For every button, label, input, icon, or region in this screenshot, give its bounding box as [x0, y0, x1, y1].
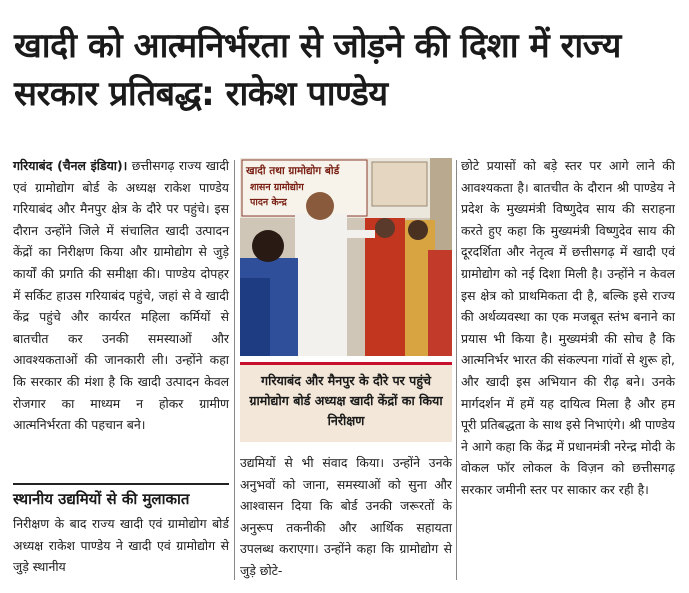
column-divider [234, 160, 235, 580]
column-3-text: छोटे प्रयासों को बड़े स्तर पर आगे लाने की आवश्यकता है। बातचीत के दौरान श्री पाण्डेय ने प्रदेश के मुख्यमंत्री विष्णुदेव साय की सराहना करते हुए कहा कि मुख्यमंत्री विष्णुदेव साय की दूरदर्शिता और नेतृत्व में छत्तीसगढ़ में खादी एवं ग्रामोद्योग को नई दिशा मिली है। उन्होंने न केवल इस क्षेत्र को प्राथमिकता दी है, बल्कि इसे राज्य की अर्थव्यवस्था का एक मजबूत स्तंभ बनाने का प्रयास भी किया है। मुख्यमंत्री की सोच है कि आत्मनिर्भर भारत की संकल्पना गांवों से शुरू हो, और खादी इस अभियान की रीढ़ बने। उनके मार्गदर्शन में हमें यह दायित्व मिला है और हम पूरी प्रतिबद्धता के साथ इसे निभाएंगे। श्री पाण्डेय ने आगे कहा कि केंद्र में प्रधानमंत्री नरेन्द्र मोदी के वोकल फॉर लोकल के विज़न को छत्तीसगढ़ सरकार जमीनी स्तर पर साकार कर रही है। [461, 158, 675, 497]
article-column-2 [240, 452, 452, 582]
column-1b-text: निरीक्षण के बाद राज्य खादी एवं ग्रामोद्योग बोर्ड अध्यक्ष राकेश पाण्डेय ने खादी एवं ग्रामोद्योग से जुड़े स्थानीय [13, 516, 229, 575]
column-1-text: छत्तीसगढ़ राज्य खादी एवं ग्रामोद्योग बोर्ड के अध्यक्ष राकेश पाण्डेय गरियाबंद और मैनपुर क्षेत्र के दौरे पर पहुंचे। इस दौरान उन्होंने जिले में संचालित खादी उत्पादन केंद्रों का निरीक्षण किया और ग्रामोद्योग से जुड़े कार्यों की प्रगति की समीक्षा की। पाण्डेय दोपहर में सर्किट हाउस गरियाबंद पहुंचे, जहां से वे खादी केंद्र पहुंचे और कार्यरत महिला कर्मियों से बातचीत कर उनकी समस्याओं और आवश्यकताओं की जानकारी ली। उन्होंने कहा कि सरकार की मंशा है कि खादी उत्पादन केवल रोजगार का माध्यम न होकर ग्रामीण आत्मनिर्भरता की पहचान बने। [13, 158, 229, 433]
article-column-1 [13, 155, 229, 436]
news-photo [240, 158, 452, 356]
column-divider [456, 160, 457, 580]
article-column-1-continued [13, 513, 229, 578]
headline: खादी को आत्मनिर्भरता से जोड़ने की दिशा में राज्य सरकार प्रतिबद्ध: राकेश पाण्डेय [14, 26, 621, 114]
photo-banner-subtitle-2: पादन केन्द्र [250, 197, 287, 208]
subheading: स्थानीय उद्यमियों से की मुलाकात [13, 483, 229, 511]
photo-banner-subtitle: शासन ग्रामोद्योग [250, 182, 304, 193]
photo-banner-title: खादी तथा ग्रामोद्योग बोर्ड [246, 165, 340, 177]
dateline: गरियाबंद (चैनल इंडिया)। [13, 158, 128, 173]
photo-illustration [240, 158, 452, 356]
column-2-text: उद्यमियों से भी संवाद किया। उन्होंने उनके अनुभवों को जाना, समस्याओं को सुना और आश्वासन दिया कि बोर्ड उनकी जरूरतों के अनुरूप तकनीकी और आर्थिक सहायता उपलब्ध कराएगा। उन्होंने कहा कि ग्रामोद्योग से जुड़े छोटे- [240, 455, 452, 578]
photo-caption: गरियाबंद और मैनपुर के दौरे पर पहुंचे ग्रामोद्योग बोर्ड अध्यक्ष खादी केंद्रों का किया निरीक्षण [240, 362, 452, 442]
article-column-3 [461, 155, 675, 501]
